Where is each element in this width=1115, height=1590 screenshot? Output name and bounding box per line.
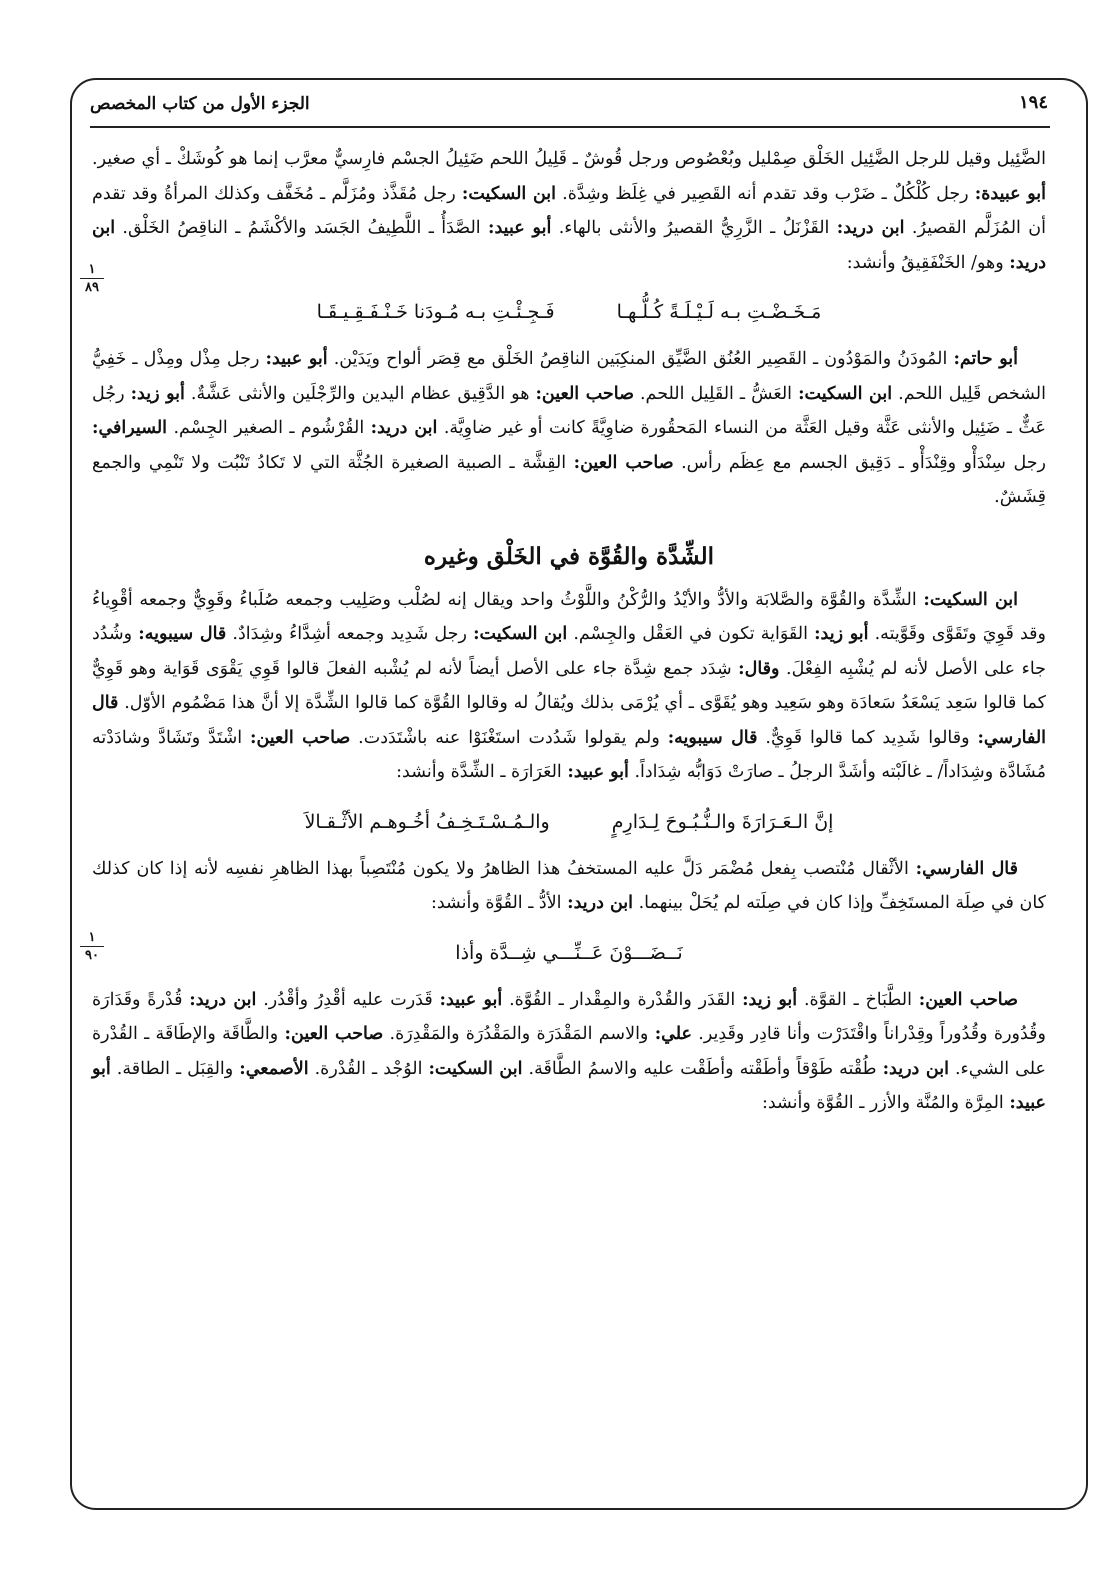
- margin-note-top: ١: [88, 930, 96, 945]
- verse-1: [92, 294, 1046, 330]
- paragraph-2: أبو حاتم: المُودَنُ والمَوْدُون ـ القَصِير العُنُق الضَّيِّق المنكِبَين الناقِصُ الخَلْق مع قِصَر ألواح ويَدَيْن. أبو عبيد: رجل مِذْل ومِذْل ـ خَفِيُّ الشخص قَلِيل اللحم. ابن السكيت: العَشُّ ـ القَلِيل اللحم. صاحب العين: هو الدَّقِيق عظام اليدين والرِّجْلَين والأنثى عَشَّةٌ. أبو زيد: رجُل عَثٌّ ـ ضَئِيل والأنثى عَثَّة وقيل العَثَّة من النساء المَحقُورة ضاوِيَّةً كانت أو غير ضاوِيَّة. ابن دريد: القُرْشُوم ـ الصغير الجِسْم. السيرافي: رجل سِنْدَأْو وقِنْدَأْو ـ دَقِيق الجسم مع عِظَم رأس. صاحب العين: القِشَّة ـ الصبية الصغيرة الجُثَّة التي لا تَكادُ تَنْبُت ولا تَنْمِي والجمع قِشَشٌ.: [92, 349, 1046, 507]
- margin-note-bottom: ٨٩: [85, 280, 99, 295]
- verse-3: نَــضَـــوْنَ عَــنِّـــي شِــدَّة وأذا: [455, 941, 683, 964]
- running-title: الجزء الأول من كتاب المخصص: [90, 94, 310, 114]
- paragraph-1: الضَّئِيل وقيل للرجل الضَّئِيل الخَلْق صِمْليل وبُعْصُوص ورجل قُوشٌ ـ قَلِيلُ اللحم ضَئِيلُ الجسْم فارِسيٌّ معرَّب إنما هو كُوشَكْ ـ أي صغير. أبو عبيدة: رجل كُلْكُلٌ ـ ضَرْب وقد تقدم أنه القَصِير في غِلَظ وشِدَّة. ابن السكيت: رجل مُقَذَّذ ومُزَلَّم ـ مُخَفَّف وكذلك المرأةُ وقد تقدم أن المُزَلَّم القصيرُ. ابن دريد: القَزْنَلُ ـ الزَّرِيُّ القصيرُ والأنثى بالهاء. أبو عبيد: الصَّدَأُ ـ اللَّطِيفُ الجَسَد والأكْشَمُ ـ الناقِصُ الخَلْق. ابن دريد: وهو/ الخَنْفَقِيقُ وأنشد:: [92, 149, 1047, 273]
- page-body: [92, 142, 1046, 1121]
- margin-note-top: ١: [88, 262, 96, 277]
- paragraph-5: صاحب العين: الطَّبَاخ ـ القوَّة. أبو زيد: القَدَر والقُدْرة والمِقْدار ـ القُوَّة. أبو عبيد: قَدَرت عليه أقْدِرُ وأقْدُر. ابن دريد: قُدْرةً وقَدَارَة وقُدُورة وقُدُوراً وقِدْراناً واقْتَدَرْت وأنا قادِر وقَدِير. علي: والاسم المَقْدَرَة والمَقْدُرَة والمَقْدِرَة. صاحب العين: والطَّاقَة والإطَاقَة ـ القُدْرة على الشيء. ابن دريد: طُقْته طَوْقاً وأطَقْته وأطَقْت عليه والاسمُ الطَّاقَة. ابن السكيت: الوُجْد ـ القُدْرة. الأصمعي: والقِبَل ـ الطاقة. أبو عبيد: المِرَّة والمُنَّة والأزر ـ القُوَّة وأنشد:: [92, 989, 1046, 1113]
- margin-note-bottom: ٩٠: [85, 948, 99, 963]
- verse-1-first-hemistich: مَـخَـضْـتِ بـه لَـيْـلَـةً كُـلُّـهـا: [616, 301, 822, 323]
- page-header: [90, 88, 1048, 124]
- header-rule: [90, 126, 1050, 128]
- paragraph-4: قال الفارسي: الأثْقال مُنْتصب بِفعل مُضْمَر دَلَّ عليه المستخفُ هذا الظاهرُ ولا يكون مُنْتَصِباً بهذا الظاهرِ نفسِه لأنه إذا كان كذلك كان في صِلَة المستَخِفِّ وإذا كان في صِلَته لم يُحَلْ بينهما. ابن دريد: الأدُّ ـ القُوَّة وأنشد:: [92, 858, 1046, 913]
- page-number: ١٩٤: [1018, 92, 1048, 113]
- verse-1-second-hemistich: فَـجِـئْـتِ بـه مُـودَنا خَـنْـفَـقِـيـقَـا: [316, 301, 555, 323]
- verse-2-first-hemistich: إنَّ الـعَـرَارَةَ والـنُّـبُـوحَ لِـدَارِمٍ: [611, 810, 834, 833]
- section-heading: الشِّدَّة والقُوَّة في الخَلْق وغيره: [423, 542, 715, 570]
- paragraph-3: ابن السكيت: الشِّدَّة والقُوَّة والصَّلابَة والأدُّ والأيْدُ والرُّكْنُ واللَّوْثُ واحد ويقال إنه لصُلْب وصَلِيب وجمعه صُلَباءُ وقَوِيٌّ وجمعه أقْوِياءُ وقد قَوِيَ وتَقَوَّى وقَوَّيته. أبو زيد: القَوَاية تكون في العَقْل والجِسْم. ابن السكيت: رجل شَدِيد وجمعه أشِدَّاءُ وشِدَادٌ. قال سيبويه: وشُدُد جاء على الأصل لأنه لم يُشْبِه الفِعْلَ. وقال: شِدَد جمع شِدَّة جاء على الأصل أيضاً لأنه لم يُشْبه الفعلَ قالوا قَوِي يَقْوَى قَوَاية وهو قَوِيٌّ كما قالوا سَعِد يَسْعَدُ سَعادَة وهو سَعِيد وهو يُقَوَّى ـ أي يُرْمَى بذلك ويُقالُ له وقالوا القُوَّة كما قالوا الشِّدَّة إلا أنَّ هذا مَضْمُوم الأوّل. قال الفارسي: وقالوا شَدِيد كما قالوا قَوِيٌّ. قال سيبويه: ولم يقولوا شَدُدت استَغْنَوْا عنه باشْتَدَدت. صاحب العين: اشْتَدَّ وتَشَادَّ وشادَدْته مُشَادَّة وشِدَاداً/ ـ غالَبْته وأشَدَّ الرجلُ ـ صارَتْ دَوَابُّه شِدَاداً. أبو عبيد: العَرَارَة ـ الشِّدَّة وأنشد:: [92, 589, 1047, 782]
- verse-2: [92, 804, 1046, 840]
- verse-2-second-hemistich: والـمُـسْـتَـخِـفُ أخُـوهـم الأثْـقـالاَ: [304, 810, 550, 833]
